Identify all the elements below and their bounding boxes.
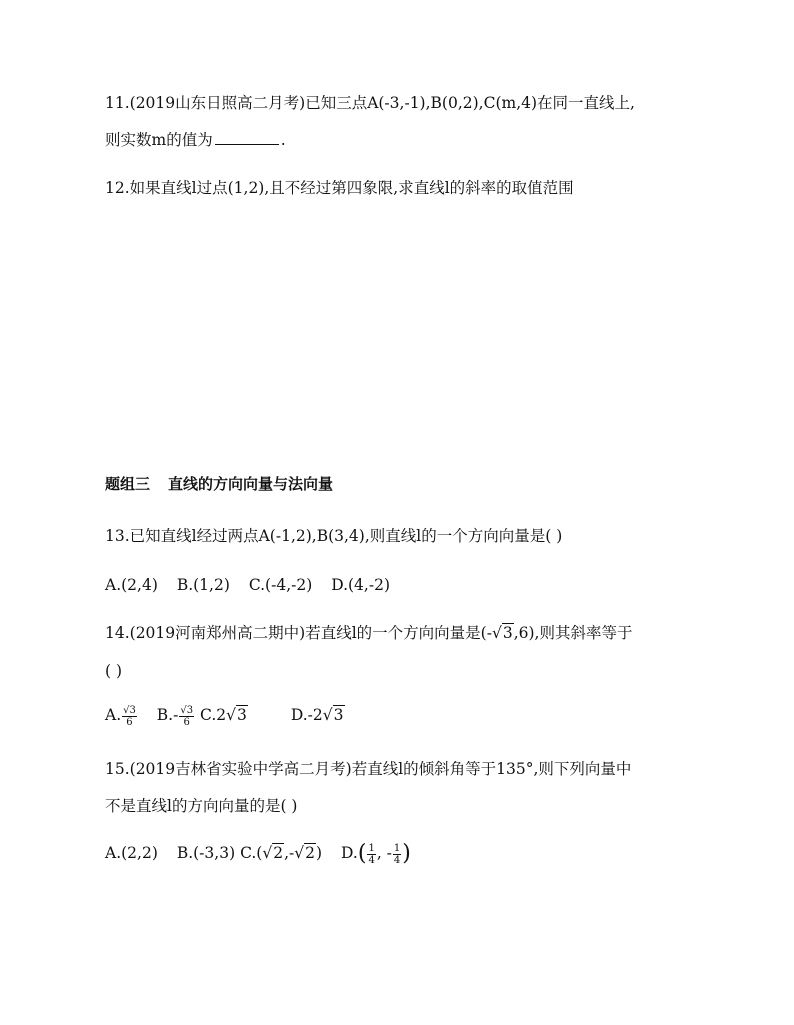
q14-option-c[interactable] [200,704,248,726]
q15-option-d-open-paren: ( [357,841,367,866]
q14-option-c-sqrt: √3 [226,706,247,724]
q14-option-a-den: 6 [126,716,133,728]
q13-option-a[interactable]: A.(2,4) [105,576,158,594]
q15-option-d-den2: 4 [393,854,401,866]
q15-option-c-label: C.( [240,844,263,862]
q14-option-a[interactable] [105,704,138,728]
q14-option-b-label: B.- [156,706,179,724]
q14-option-d-sqrt: √3 [322,706,344,724]
q15-option-c[interactable] [240,842,322,864]
q14-option-d-label: D.-2 [290,706,323,724]
q11-suffix: . [280,131,286,149]
q14-option-a-label: A. [105,706,122,724]
q14-sqrt: √3 [491,624,513,642]
q15-option-c-radicand1: 2 [273,844,284,862]
q15-option-a[interactable]: A.(2,2) [105,844,158,862]
q14-option-b-fraction [179,705,194,728]
q14-option-a-fraction [122,705,137,728]
q14-option-a-num: √3 [123,704,136,716]
q15-option-d-label: D. [341,844,358,862]
section-label: 题组三 [105,475,151,493]
q12-text: 12.如果直线l过点(1,2),且不经过第四象限,求直线l的斜率的取值范围 [105,179,574,197]
q15-option-d-den1: 4 [368,854,375,866]
section-heading [105,473,333,495]
q15-option-c-sqrt1: √2 [262,844,284,862]
q14-option-d-radicand: 3 [333,706,344,724]
q14-options [105,704,359,728]
q15-option-b[interactable]: B.(-3,3) [176,844,236,862]
section-title: 直线的方向向量与法向量 [168,475,334,493]
q14-option-d[interactable] [291,704,345,726]
q15-option-d-num1: 1 [368,842,375,854]
q15-option-c-radicand2: 2 [305,844,316,862]
q11-prefix: 则实数m的值为 [105,131,213,149]
q14-line2: ( ) [105,662,123,680]
q13-options [105,574,404,596]
q15-options [105,842,425,866]
q15-line1: 15.(2019吉林省实验中学高二月考)若直线l的倾斜角等于135°,则下列向量中 [105,760,632,778]
q11-line1: 11.(2019山东日照高二月考)已知三点A(-3,-1),B(0,2),C(m,4)在同一直线上, [105,94,635,112]
q14-option-b-den: 6 [183,716,190,728]
q14-radicand: 3 [502,624,513,642]
q14-option-c-radicand: 3 [237,706,247,724]
q13-option-b[interactable]: B.(1,2) [176,576,230,594]
q15-line2: 不是直线l的方向向量的是( ) [105,797,298,815]
q15-option-d-frac2 [393,843,401,866]
q13-option-c[interactable]: C.(-4,-2) [248,576,313,594]
q14-option-c-label: C.2 [200,706,227,724]
q14-line1 [105,622,632,644]
q15-option-d-frac1 [367,843,375,866]
q13-option-d[interactable]: D.(4,-2) [331,576,390,594]
q15-option-c-end: ) [316,844,323,862]
q15-option-d[interactable] [341,842,411,866]
q11-answer-blank[interactable] [215,129,279,145]
q15-option-c-sqrt2: √2 [294,844,316,862]
q14-option-b-num: √3 [180,704,194,716]
q15-option-c-mid: ,- [284,844,295,862]
q14-suffix: ,6),则其斜率等于 [513,624,633,642]
q14-option-b[interactable] [157,704,195,728]
q15-option-d-mid: , - [376,844,392,862]
q13-text: 13.已知直线l经过两点A(-1,2),B(3,4),则直线l的一个方向向量是( ) [105,527,563,545]
q14-prefix: 14.(2019河南郑州高二期中)若直线l的一个方向向量是(- [105,624,492,642]
q11-line2 [105,129,286,151]
q15-option-d-close-paren: ) [402,841,411,866]
q15-option-d-num2: 1 [393,842,401,854]
